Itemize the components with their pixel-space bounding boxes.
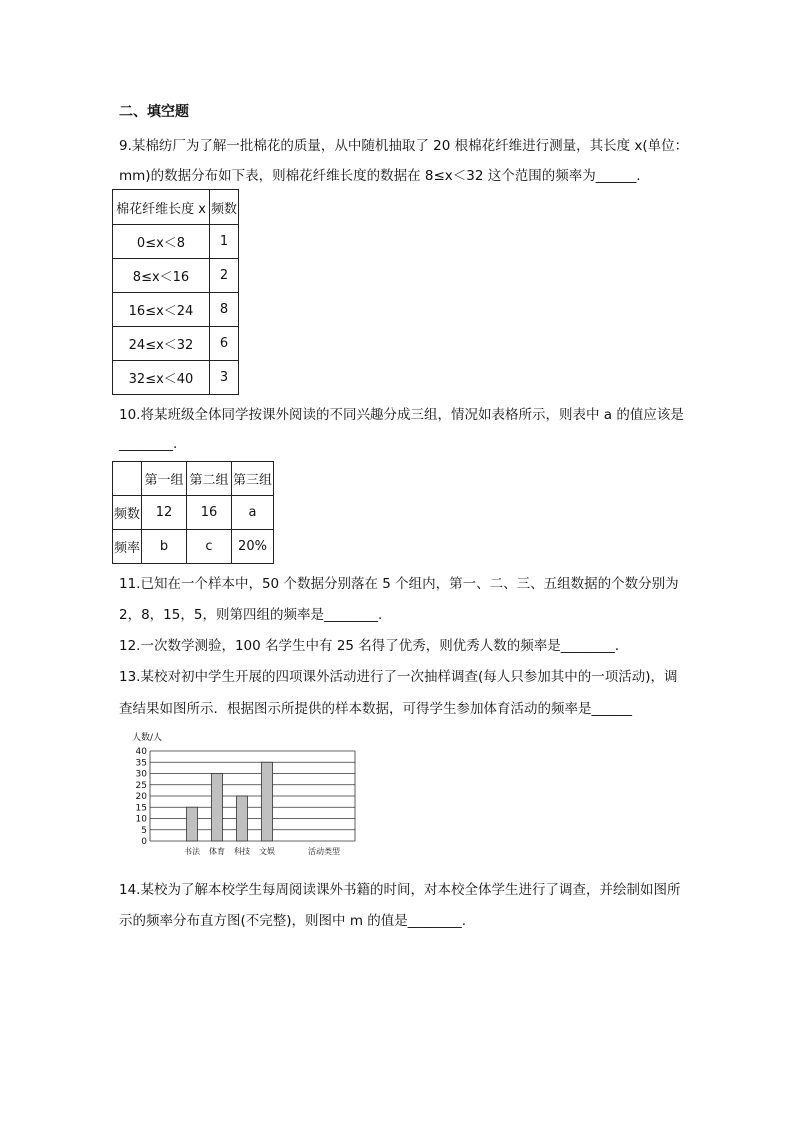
q10-line-2: ________.: [119, 436, 178, 452]
table-header: [113, 462, 142, 496]
table-cell: 0≤x＜8: [113, 225, 210, 259]
table-cell: 8: [210, 293, 239, 327]
table-cell: 1: [210, 225, 239, 259]
y-tick-label: 5: [141, 825, 147, 836]
q11-line-2: 2，8，15，5，则第四组的频率是________.: [119, 607, 383, 623]
table-cell: 20%: [232, 530, 274, 564]
bar-科技: [237, 796, 248, 841]
q14-line-1: 14.某校为了解本校学生每周阅读课外书籍的时间，对本校全体学生进行了调查，并绘制如图所: [119, 882, 681, 898]
table-cell: 2: [210, 259, 239, 293]
fiber-length-table: [112, 189, 239, 395]
q9-line-1: 9.某棉纺厂为了解一批棉花的质量，从中随机抽取了 20 根棉花纤维进行测量，其长度 x(单位：: [119, 138, 689, 154]
q13-line-2: 查结果如图所示．根据图示所提供的样本数据，可得学生参加体育活动的频率是______: [119, 701, 632, 717]
table-cell: 3: [210, 361, 239, 395]
table-cell: b: [142, 530, 187, 564]
table-row: [113, 496, 274, 530]
q9-line-2: mm)的数据分布如下表，则棉花纤维长度的数据在 8≤x＜32 这个范围的频率为______.: [119, 168, 641, 184]
q13-line-1: 13.某校对初中学生开展的四项课外活动进行了一次抽样调查(每人只参加其中的一项活动)，调: [119, 669, 678, 685]
q11-line-1: 11.已知在一个样本中，50 个数据分别落在 5 个组内，第一、二、三、五组数据的个数分别为: [119, 576, 679, 592]
table-cell: 6: [210, 327, 239, 361]
table-cell: 12: [142, 496, 187, 530]
table-header: 第一组: [142, 462, 187, 496]
table-row: [113, 327, 239, 361]
table-cell: 16≤x＜24: [113, 293, 210, 327]
q12-line-1: 12.一次数学测验，100 名学生中有 25 名得了优秀，则优秀人数的频率是________.: [119, 638, 620, 654]
y-tick-label: 35: [135, 758, 147, 769]
bar-文娱: [262, 762, 273, 841]
x-axis-label: 活动类型: [308, 847, 340, 856]
table-header: 第二组: [187, 462, 232, 496]
bar-书法: [187, 807, 198, 841]
table-row: [113, 259, 239, 293]
y-tick-label: 25: [135, 780, 147, 791]
activity-bar-chart: [110, 726, 370, 858]
table-row: [113, 530, 274, 564]
y-tick-label: 15: [135, 803, 147, 814]
table-cell: c: [187, 530, 232, 564]
table-header: 第三组: [232, 462, 274, 496]
table-cell: a: [232, 496, 274, 530]
x-tick-label: 体育: [209, 847, 225, 856]
y-tick-label: 20: [135, 792, 147, 802]
table-header: 棉花纤维长度 x: [113, 190, 210, 225]
table-cell: 24≤x＜32: [113, 327, 210, 361]
x-tick-label: 科技: [234, 847, 250, 856]
section-title: 二、填空题: [119, 104, 189, 120]
q10-line-1: 10.将某班级全体同学按课外阅读的不同兴趣分成三组，情况如表格所示，则表中 a 的值应该是: [119, 407, 684, 423]
table-cell: 32≤x＜40: [113, 361, 210, 395]
table-cell: 16: [187, 496, 232, 530]
y-axis-label: 人数/人: [132, 733, 163, 743]
table-header: 频数: [210, 190, 239, 225]
y-tick-label: 40: [135, 747, 147, 757]
x-tick-label: 文娱: [259, 847, 275, 856]
y-tick-label: 0: [141, 837, 147, 847]
table-row: [113, 225, 239, 259]
table-cell: 频率: [113, 530, 142, 564]
y-tick-label: 10: [135, 814, 147, 825]
y-tick-label: 30: [135, 769, 147, 780]
x-tick-label: 书法: [184, 847, 200, 856]
table-row: [113, 293, 239, 327]
table-cell: 频数: [113, 496, 142, 530]
table-row: [113, 361, 239, 395]
q14-line-2: 示的频率分布直方图(不完整)，则图中 m 的值是________.: [119, 913, 467, 929]
interest-group-table: [112, 461, 274, 564]
bar-体育: [212, 774, 223, 842]
table-cell: 8≤x＜16: [113, 259, 210, 293]
